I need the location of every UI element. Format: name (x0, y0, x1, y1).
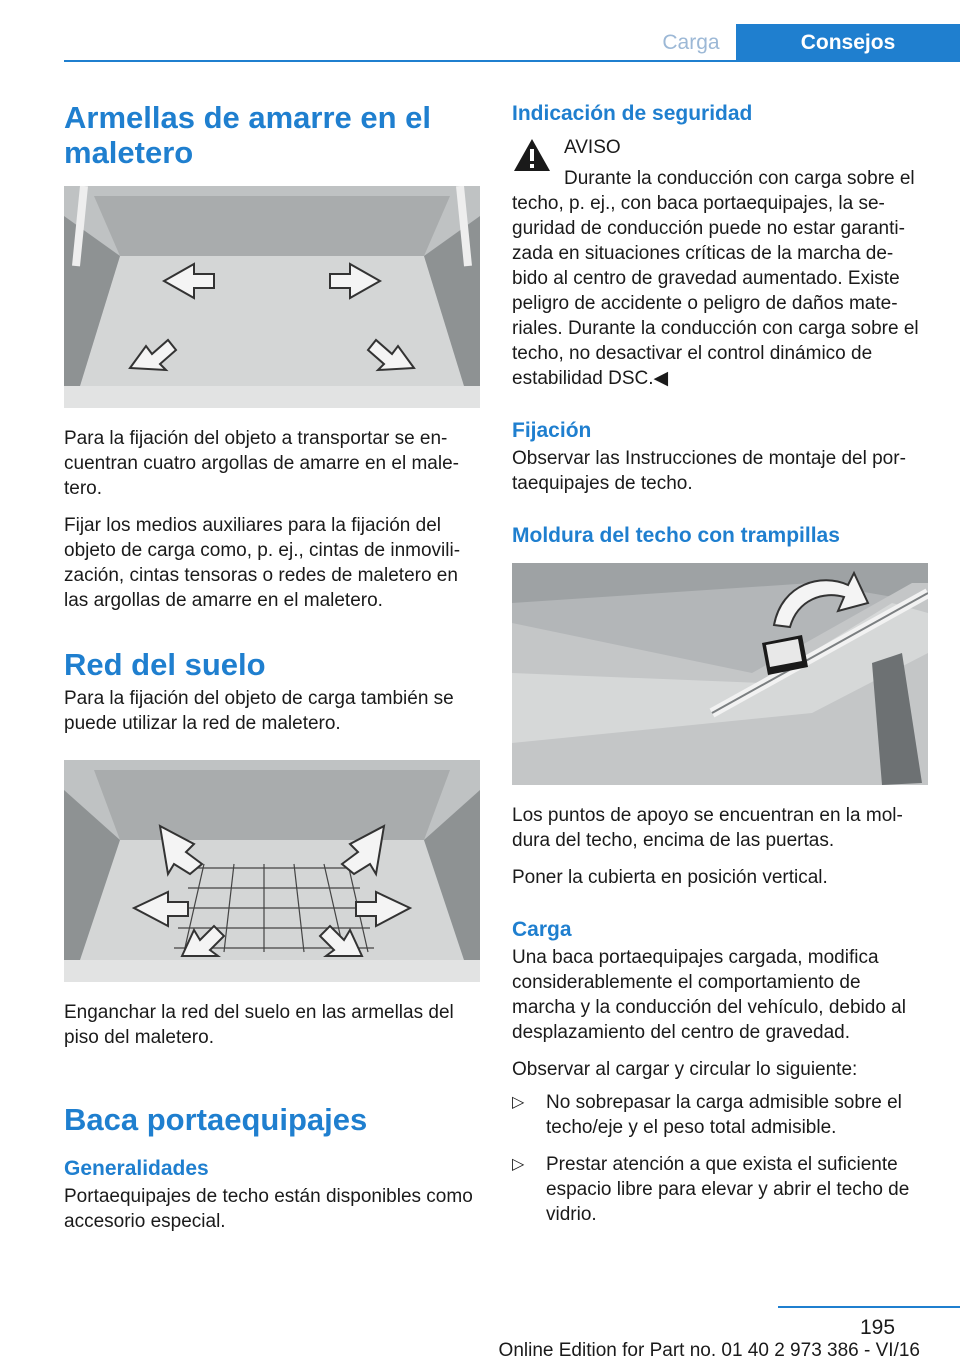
header-rule (64, 60, 960, 62)
list-item (512, 1152, 928, 1227)
roof-molding-photo (512, 563, 928, 785)
page-number: 195 (860, 1316, 896, 1339)
right-column (512, 100, 928, 1227)
list-item-text: Prestar atención a que exista el suficiente espacio libre para elevar y abrir el techo de vidrio. (546, 1154, 910, 1225)
paragraph-medios-auxiliares: Fijar los medios auxiliares para la fijación del objeto de carga como, p. ej., cintas de inmovili‐zación, cintas tensoras o redes de maletero en las argollas de amarre en el maletero. (64, 515, 461, 611)
section-title-baca: Baca portaequipajes (64, 1102, 368, 1137)
section-title-armellas: Armellas de amarre en el maletero (64, 100, 432, 170)
bullet-triangle-icon: ▷ (512, 1156, 525, 1173)
paragraph-enganchar-red: Enganchar la red del suelo en las armellas del piso del maletero. (64, 1002, 454, 1048)
edition-note: Online Edition for Part no. 01 40 2 973 386 - VI/16 (498, 1340, 920, 1361)
subsection-fijacion: Fijación (512, 419, 592, 442)
paragraph-instrucciones: Observar las Instrucciones de montaje del por‐taequipajes de techo. (512, 448, 906, 494)
paragraph-observar: Observar al cargar y circular lo siguiente: (512, 1059, 858, 1080)
subsection-indicacion-seguridad: Indicación de seguridad (512, 102, 753, 125)
warning-title: AVISO (564, 137, 621, 158)
warning-text: Durante la conducción con carga sobre el techo, p. ej., con baca portaequipajes, la se‐guridad de conducción puede no estar garanti‐zada en situaciones críticas de la marcha de‐bido al centro de gravedad aumentado. Existe peligro de accidente o peligro de daños mate‐riales. Durante la conducción con carga sobre el techo, no desactivar el control dinámico de estabilidad DSC.◀ (512, 168, 919, 389)
bullet-triangle-icon: ▷ (512, 1094, 525, 1111)
paragraph-baca-cargada: Una baca portaequipajes cargada, modifica considerablemente el comportamiento de marcha y la conducción del vehículo, debido al desplazamiento del centro de gravedad. (512, 947, 906, 1043)
warning-block (512, 135, 928, 160)
paragraph-puntos-apoyo: Los puntos de apoyo se encuentran en la mol‐dura del techo, encima de las puertas. (512, 805, 903, 851)
footer-rule (778, 1306, 960, 1308)
paragraph-cubierta-vertical: Poner la cubierta en posición vertical. (512, 867, 828, 888)
trunk-tie-down-photo (64, 186, 480, 408)
paragraph-accesorio: Portaequipajes de techo están disponibles como accesorio especial. (64, 1186, 473, 1232)
left-column (64, 100, 480, 1234)
list-item (512, 1090, 928, 1140)
list-item-text: No sobrepasar la carga admisible sobre el techo/eje y el peso total admisible. (546, 1092, 902, 1138)
paragraph-red-maletero: Para la fijación del objeto de carga también se puede utilizar la red de maletero. (64, 688, 454, 734)
subsection-moldura: Moldura del techo con trampillas (512, 524, 840, 547)
subsection-carga: Carga (512, 918, 572, 941)
section-title-red-suelo: Red del suelo (64, 647, 266, 682)
tab-consejos[interactable]: Consejos (736, 24, 960, 62)
paragraph-fijacion-argollas: Para la fijación del objeto a transportar se en‐cuentran cuatro argollas de amarre en el male‐tero. (64, 428, 459, 499)
floor-net-photo (64, 760, 480, 982)
page-header (64, 0, 960, 62)
subsection-generalidades: Generalidades (64, 1157, 209, 1180)
tab-carga[interactable]: Carga (662, 31, 720, 54)
warning-triangle-icon (512, 137, 552, 173)
